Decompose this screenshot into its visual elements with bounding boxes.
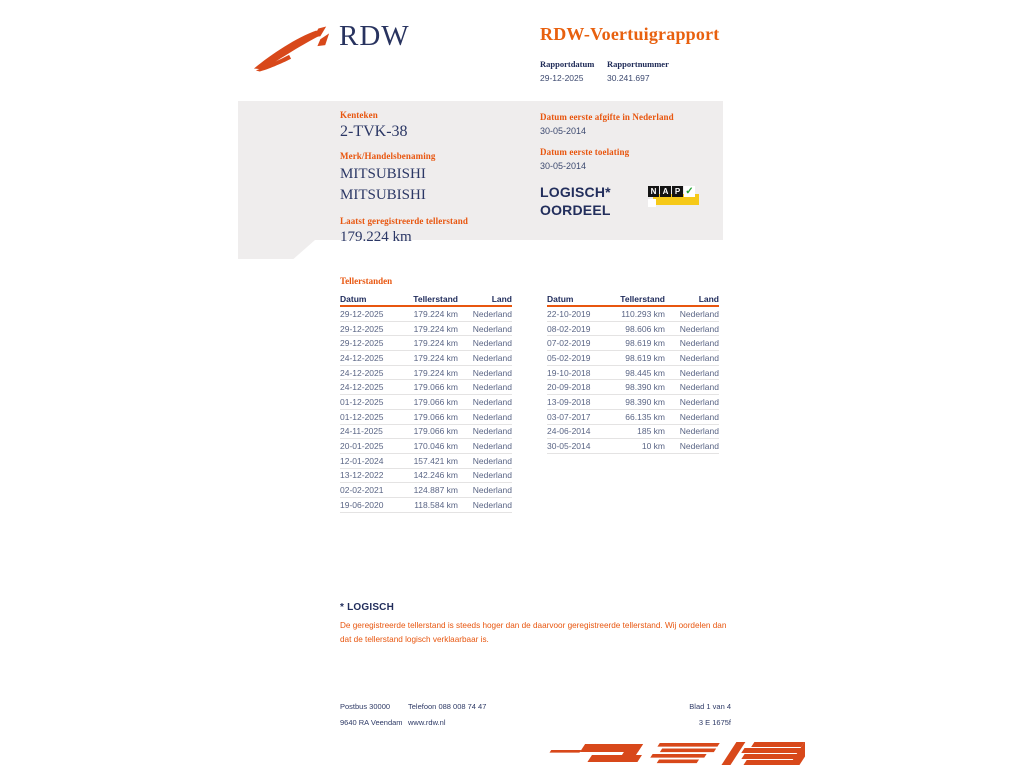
toelating-value: 30-05-2014	[540, 161, 587, 171]
col-header-land: Land	[698, 293, 719, 304]
kenteken-value: 2-TVK-38	[340, 123, 408, 140]
cell-datum: 07-02-2019	[547, 338, 591, 349]
cell-land: Nederland	[472, 441, 512, 452]
cell-datum: 24-12-2025	[340, 382, 384, 393]
tellerstand-label: Laatst geregistreerde tellerstand	[340, 216, 468, 226]
cell-tellerstand: 142.246 km	[413, 470, 458, 481]
table-row	[340, 425, 512, 440]
table-row	[547, 439, 719, 454]
tellerstanden-title: Tellerstanden	[340, 276, 393, 286]
cell-tellerstand: 185 km	[637, 426, 665, 437]
cell-datum: 20-09-2018	[547, 382, 591, 393]
cell-tellerstand: 10 km	[641, 441, 665, 452]
table-row	[340, 380, 512, 395]
cell-tellerstand: 118.584 km	[414, 499, 458, 510]
cell-tellerstand: 179.224 km	[413, 308, 458, 319]
cell-tellerstand: 124.887 km	[413, 485, 458, 496]
afgifte-value: 30-05-2014	[540, 126, 587, 136]
cell-datum: 13-12-2022	[340, 470, 384, 481]
footer-phone: Telefoon 088 008 74 47	[408, 702, 487, 711]
cell-datum: 24-06-2014	[547, 426, 591, 437]
cell-datum: 24-11-2025	[340, 426, 383, 437]
cell-land: Nederland	[679, 323, 719, 334]
cell-datum: 30-05-2014	[547, 441, 591, 452]
cell-datum: 22-10-2019	[547, 308, 591, 319]
footer-contact	[408, 699, 689, 731]
report-number-value: 30.241.697	[607, 73, 650, 83]
table-row	[340, 351, 512, 366]
tellerstanden-section	[340, 276, 720, 510]
table-row	[340, 498, 512, 513]
tellerstanden-table-right	[547, 292, 719, 454]
footer-address	[340, 699, 408, 731]
page-footer	[340, 699, 731, 731]
report-number-block	[607, 59, 669, 83]
cell-tellerstand: 179.066 km	[413, 426, 458, 437]
cell-datum: 01-12-2025	[340, 411, 384, 422]
nap-letter-p: P	[672, 186, 683, 197]
cell-land: Nederland	[472, 499, 512, 510]
table-row	[340, 307, 512, 322]
table-row	[340, 366, 512, 381]
col-header-land: Land	[491, 293, 512, 304]
cell-datum: 05-02-2019	[547, 352, 591, 363]
table-row	[340, 469, 512, 484]
table-row	[547, 380, 719, 395]
table-row	[547, 322, 719, 337]
kenteken-label: Kenteken	[340, 110, 378, 120]
cell-land: Nederland	[679, 382, 719, 393]
table-header-row	[547, 292, 719, 307]
cell-tellerstand: 170.046 km	[413, 441, 458, 452]
cell-land: Nederland	[472, 485, 512, 496]
footer-address-line2: 9640 RA Veendam	[340, 718, 403, 727]
footer-page-number: Blad 1 van 4	[689, 702, 731, 711]
table-row	[340, 483, 512, 498]
col-header-tellerstand: Tellerstand	[620, 293, 665, 304]
cell-tellerstand: 179.224 km	[413, 323, 458, 334]
cell-datum: 29-12-2025	[340, 323, 384, 334]
cell-tellerstand: 98.390 km	[625, 396, 665, 407]
cell-tellerstand: 179.224 km	[413, 352, 458, 363]
table-row	[547, 425, 719, 440]
cell-land: Nederland	[679, 352, 719, 363]
report-date-block	[540, 59, 607, 83]
footnote-text: De geregistreerde tellerstand is steeds hoger dan de daarvoor geregistreerde tellerstand. Wij oordelen dan dat de tellerstand logisch verklaarbaar is.	[340, 621, 727, 644]
cell-land: Nederland	[472, 382, 512, 393]
table-row	[547, 410, 719, 425]
logisch-footnote	[340, 602, 732, 646]
cell-tellerstand: 179.066 km	[413, 411, 458, 422]
nap-checkmark-icon: ✓	[685, 186, 694, 197]
cell-land: Nederland	[472, 338, 512, 349]
footnote-title: * LOGISCH	[340, 602, 395, 613]
merk-label: Merk/Handelsbenaming	[340, 151, 436, 161]
cell-datum: 12-01-2024	[340, 455, 384, 466]
cell-tellerstand: 110.293 km	[621, 308, 665, 319]
table-row	[340, 454, 512, 469]
table-header-row	[340, 292, 512, 307]
cell-datum: 13-09-2018	[547, 396, 591, 407]
report-date-label: Rapportdatum	[540, 59, 595, 69]
cell-tellerstand: 98.445 km	[625, 367, 665, 378]
cell-tellerstand: 98.619 km	[625, 352, 665, 363]
cell-datum: 19-06-2020	[340, 499, 384, 510]
cell-land: Nederland	[472, 308, 512, 319]
table-row	[547, 307, 719, 322]
table-row	[547, 336, 719, 351]
oordeel-line2: OORDEEL	[540, 202, 611, 218]
handelsbenaming-line: MITSUBISHI	[340, 187, 426, 203]
cell-land: Nederland	[472, 455, 512, 466]
footer-website: www.rdw.nl	[408, 718, 446, 727]
report-title: RDW-Voertuigrapport	[540, 24, 720, 44]
bottom-decorative-stripes	[543, 738, 805, 768]
cell-land: Nederland	[679, 338, 719, 349]
cell-land: Nederland	[679, 426, 719, 437]
tellerstand-value: 179.224 km	[340, 229, 412, 245]
vehicle-info-box	[238, 101, 723, 245]
cell-datum: 03-07-2017	[547, 411, 591, 422]
cell-tellerstand: 98.606 km	[625, 323, 665, 334]
cell-tellerstand: 98.619 km	[625, 338, 665, 349]
cell-datum: 01-12-2025	[340, 396, 384, 407]
cell-land: Nederland	[679, 308, 719, 319]
table-row	[340, 322, 512, 337]
vehicle-info-left-column	[340, 110, 468, 246]
table-row	[340, 439, 512, 454]
cell-land: Nederland	[472, 396, 512, 407]
report-date-value: 29-12-2025	[540, 73, 584, 83]
cell-datum: 24-12-2025	[340, 352, 384, 363]
cell-tellerstand: 179.066 km	[413, 396, 458, 407]
cell-tellerstand: 179.224 km	[413, 338, 458, 349]
toelating-label: Datum eerste toelating	[540, 147, 630, 157]
nap-logo-letters	[648, 186, 695, 197]
cell-datum: 20-01-2025	[340, 441, 384, 452]
cell-land: Nederland	[472, 323, 512, 334]
footer-page-info	[689, 699, 731, 731]
cell-land: Nederland	[679, 396, 719, 407]
footer-form-code: 3 E 1675f	[698, 718, 731, 727]
col-header-datum: Datum	[340, 293, 367, 304]
merk-line: MITSUBISHI	[340, 166, 426, 182]
nap-letter-a: A	[660, 186, 671, 197]
table-row	[547, 366, 719, 381]
footer-address-line1: Postbus 30000	[340, 702, 391, 711]
report-header	[540, 24, 740, 83]
cell-tellerstand: 179.224 km	[413, 367, 458, 378]
cell-tellerstand: 157.421 km	[413, 455, 458, 466]
cell-land: Nederland	[679, 411, 719, 422]
cell-land: Nederland	[472, 411, 512, 422]
rdw-feather-logo-icon	[252, 26, 334, 72]
table-row	[547, 395, 719, 410]
table-row	[547, 351, 719, 366]
cell-datum: 19-10-2018	[547, 367, 591, 378]
merk-value	[340, 164, 468, 206]
table-row	[340, 336, 512, 351]
report-number-label: Rapportnummer	[607, 59, 669, 69]
col-header-tellerstand: Tellerstand	[413, 293, 458, 304]
afgifte-label: Datum eerste afgifte in Nederland	[540, 112, 674, 122]
cell-land: Nederland	[679, 441, 719, 452]
cell-datum: 08-02-2019	[547, 323, 591, 334]
cell-tellerstand: 179.066 km	[413, 382, 458, 393]
col-header-datum: Datum	[547, 293, 574, 304]
cell-datum: 02-02-2021	[340, 485, 384, 496]
cell-land: Nederland	[472, 426, 512, 437]
cell-land: Nederland	[679, 367, 719, 378]
nap-letter-n: N	[648, 186, 659, 197]
nap-logo	[648, 184, 700, 208]
rdw-logo-text: RDW	[339, 20, 410, 52]
cell-land: Nederland	[472, 352, 512, 363]
oordeel-line1: LOGISCH*	[540, 184, 611, 200]
cell-land: Nederland	[472, 470, 512, 481]
cell-tellerstand: 98.390 km	[625, 382, 665, 393]
cell-datum: 24-12-2025	[340, 367, 384, 378]
cell-datum: 29-12-2025	[340, 338, 384, 349]
report-meta	[540, 59, 740, 83]
table-row	[340, 410, 512, 425]
tellerstanden-table-left	[340, 292, 512, 513]
cell-tellerstand: 66.135 km	[625, 411, 665, 422]
nap-logo-white-square	[648, 199, 656, 207]
cell-datum: 29-12-2025	[340, 308, 384, 319]
cell-land: Nederland	[472, 367, 512, 378]
table-row	[340, 395, 512, 410]
